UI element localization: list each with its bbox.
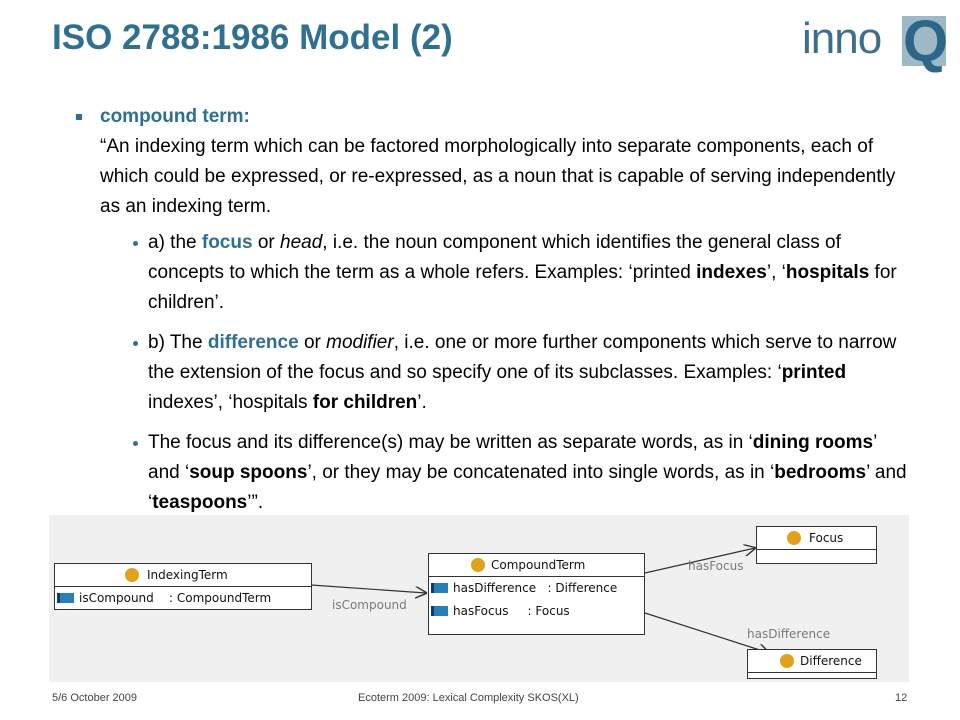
class-name: Focus [809, 531, 844, 545]
attribute-row [55, 587, 311, 610]
text: indexes’, ‘hospitals [148, 392, 313, 413]
bold-text: indexes [696, 262, 767, 283]
attribute-text: isCompound : CompoundTerm [79, 591, 272, 605]
definition-block [100, 102, 920, 222]
class-icon [471, 558, 485, 572]
keyword-difference: difference [207, 332, 299, 353]
footer-event: Ecoterm 2009: Lexical Complexity SKOS(XL) [358, 692, 579, 704]
class-header [55, 564, 311, 587]
class-header [429, 554, 644, 577]
keyword-focus: focus [201, 232, 253, 253]
text: , i.e. one or more further components which serve to narrow the extension of the focus and so specify one of its subclasses. Examples: ‘ [148, 332, 897, 383]
text: ’ and ‘ [148, 432, 877, 483]
attribute-row [429, 600, 644, 623]
bold-text: for children [312, 392, 418, 413]
bold-text: bedrooms [774, 462, 867, 483]
edge-is-compound [311, 585, 426, 593]
text: for children’. [148, 262, 897, 313]
property-icon [431, 606, 448, 616]
definition-text: “An indexing term which can be factored morphologically into separate components, each of which could be expressed, or re-expressed, as a noun that is capable of serving independently as an indexing term. [100, 136, 896, 217]
bullet-dot-icon [133, 241, 138, 246]
bold-text: soup spoons [189, 462, 308, 483]
text: a) the [148, 232, 202, 253]
slide-title: ISO 2788:1986 Model (2) [52, 18, 453, 57]
class-header [748, 650, 876, 673]
edge-label-has-focus: hasFocus [688, 559, 744, 573]
class-header [757, 527, 876, 550]
text: b) The [148, 332, 208, 353]
edge-label-is-compound: isCompound [332, 598, 407, 612]
square-bullet-icon [76, 114, 82, 120]
bold-text: dining rooms [752, 432, 874, 453]
bold-text: hospitals [785, 262, 870, 283]
point-b [148, 328, 908, 418]
bold-text: teaspoons [152, 492, 248, 513]
text: ’ and ‘ [148, 462, 907, 513]
text: or [298, 332, 327, 353]
class-name: CompoundTerm [491, 558, 586, 572]
keyword-head: head [280, 232, 323, 253]
edge-label-has-difference: hasDifference [747, 627, 831, 641]
logo-text: inno [802, 14, 882, 63]
class-icon [780, 654, 794, 668]
attribute-text: hasFocus : Focus [453, 604, 570, 618]
class-focus[interactable] [756, 526, 877, 564]
bullet-dot-icon [133, 341, 138, 346]
point-a [148, 228, 908, 318]
class-indexing-term[interactable] [54, 563, 312, 610]
bold-text: printed [781, 362, 847, 383]
text: , i.e. the noun component which identifies the general class of concepts to which the term as a whole refers. Examples: ‘printed [148, 232, 841, 283]
class-difference[interactable] [747, 649, 877, 679]
attribute-row [429, 577, 644, 600]
definition-label: compound term: [100, 106, 250, 127]
text: ’”. [247, 492, 264, 513]
logo-q-letter: Q [903, 9, 949, 74]
property-icon [431, 583, 448, 593]
innoq-logo [802, 9, 950, 74]
attribute-text: hasDifference : Difference [453, 581, 618, 595]
text: or [252, 232, 281, 253]
point-c [148, 428, 908, 518]
class-icon [125, 568, 139, 582]
class-compound-term[interactable] [428, 553, 645, 635]
keyword-modifier: modifier [326, 332, 394, 353]
bullet-dot-icon [133, 441, 138, 446]
text: ’, or they may be concatenated into single words, as in ‘ [307, 462, 775, 483]
class-icon [787, 531, 801, 545]
text: ’, ‘ [766, 262, 786, 283]
uml-diagram [49, 515, 909, 682]
class-name: Difference [800, 654, 862, 668]
text: The focus and its difference(s) may be written as separate words, as in ‘ [148, 432, 753, 453]
footer-date: 5/6 October 2009 [52, 692, 138, 704]
class-name: IndexingTerm [147, 568, 228, 582]
text: ’. [417, 392, 427, 413]
footer-page-number: 12 [895, 692, 908, 704]
property-icon [57, 593, 74, 603]
